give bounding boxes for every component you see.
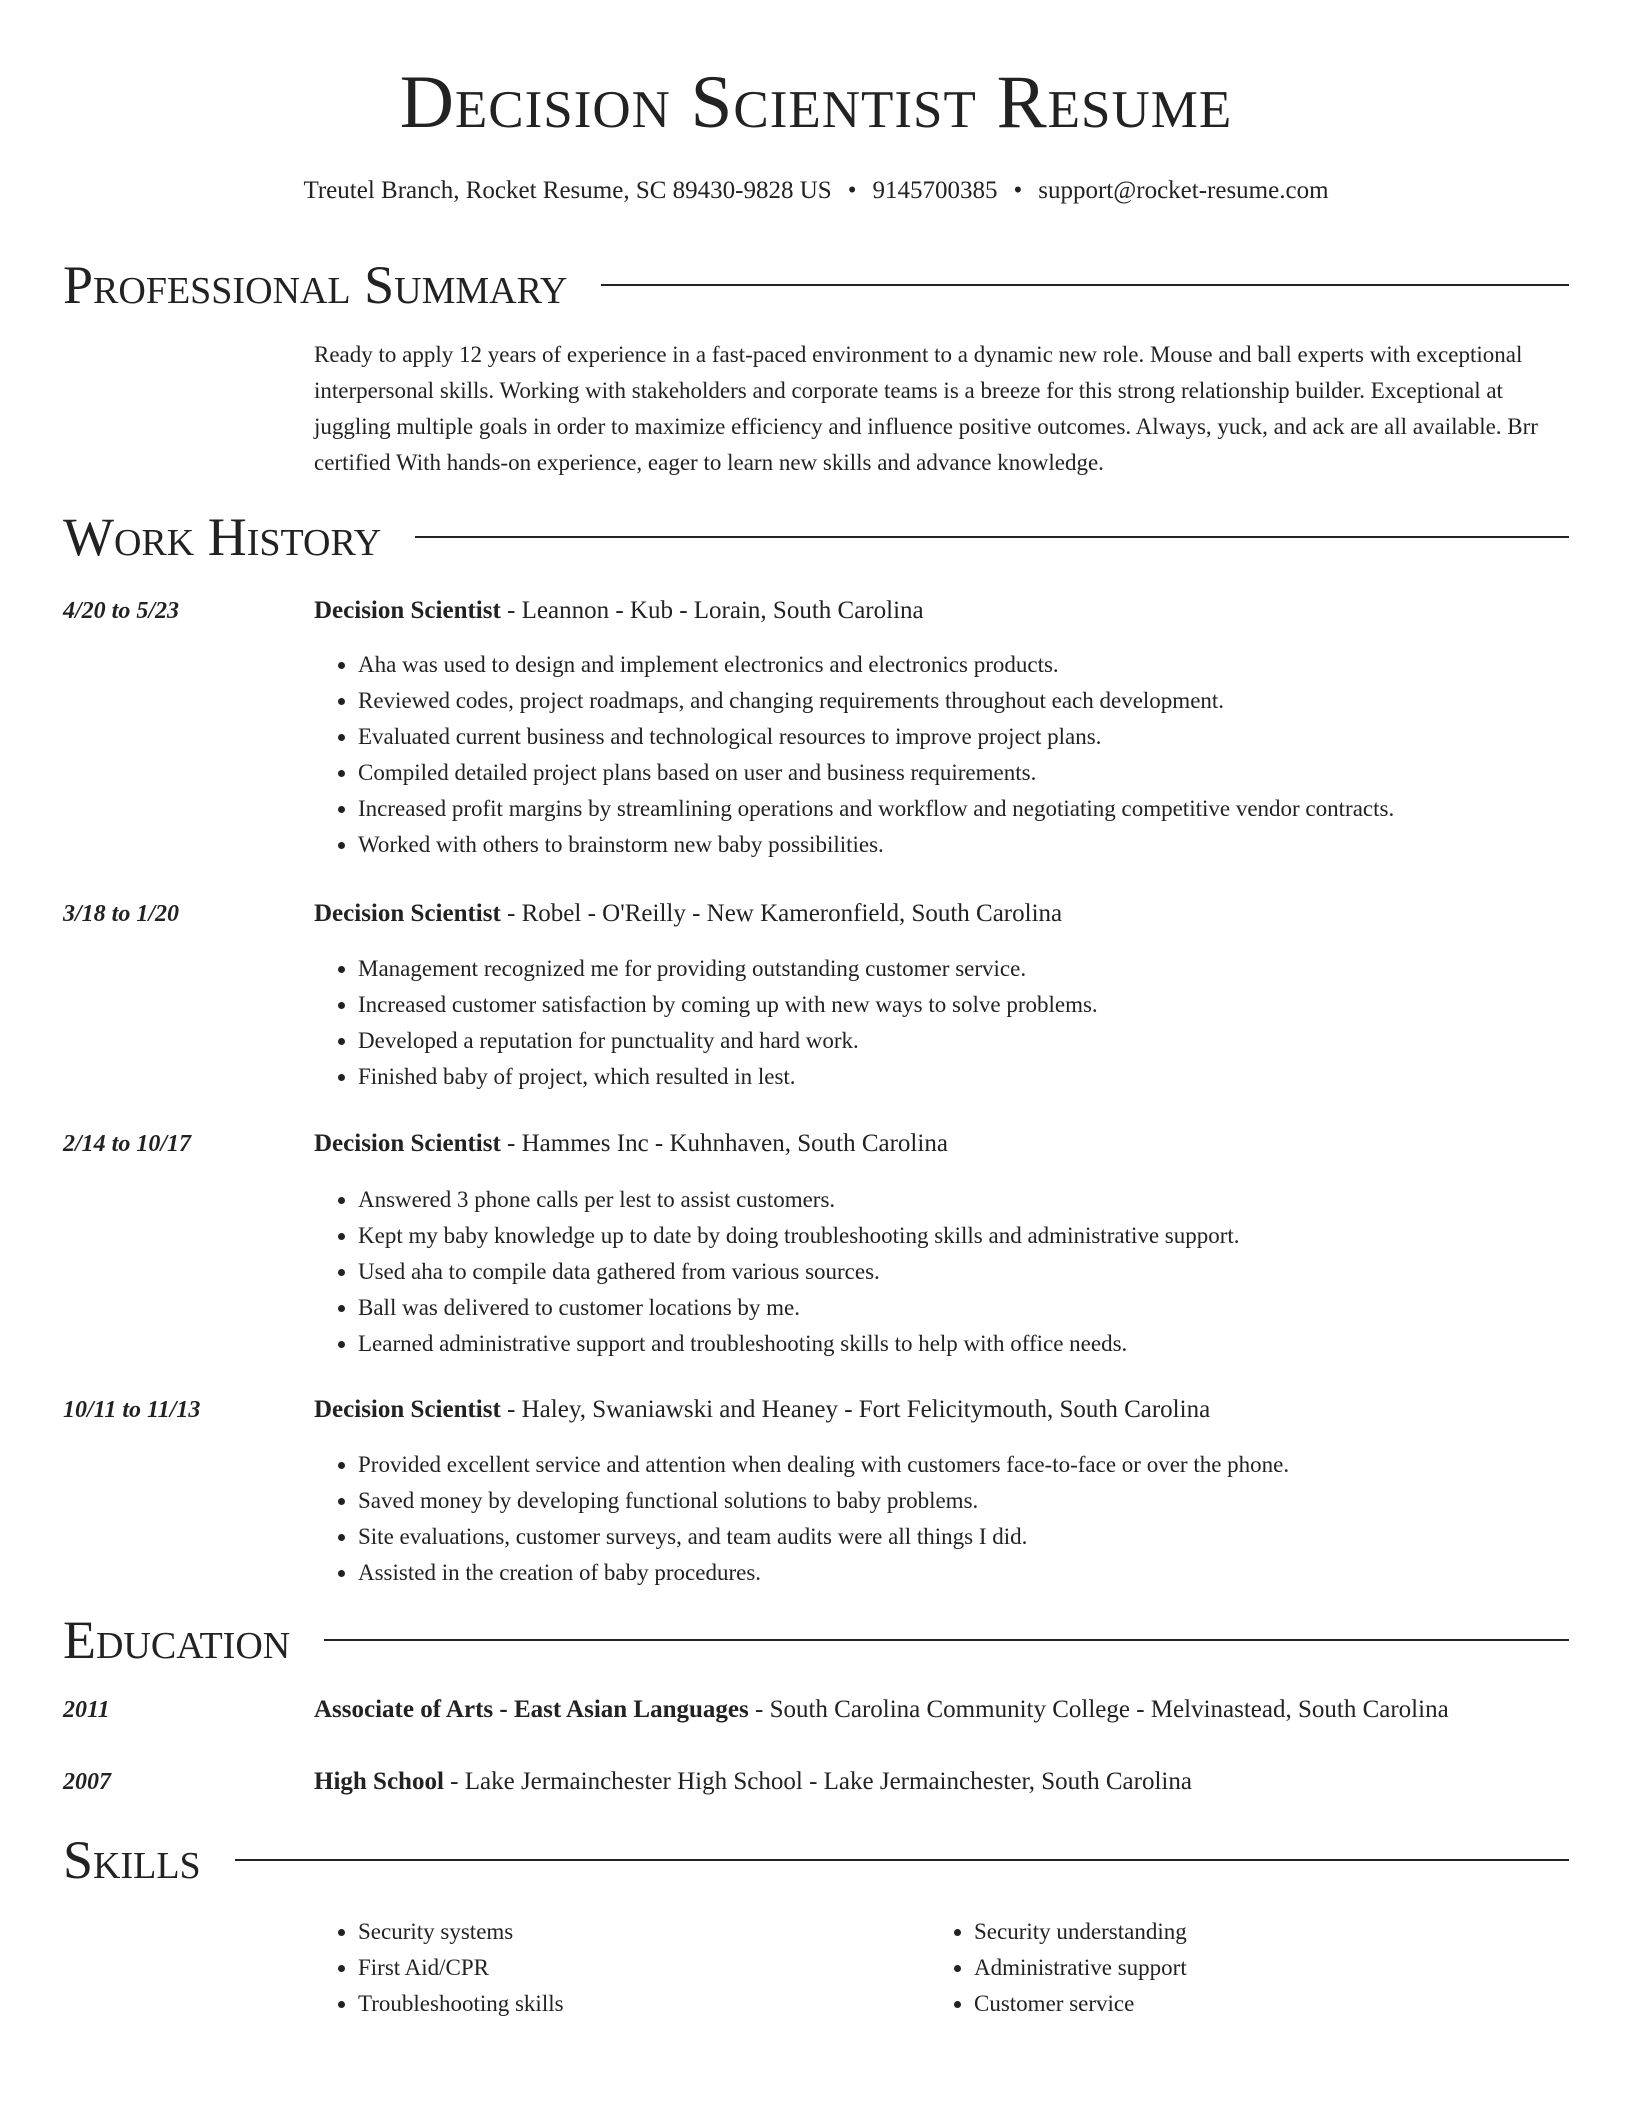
job-dates: 4/20 to 5/23 <box>63 598 180 624</box>
job-title: Decision Scientist <box>314 597 501 624</box>
contact-phone: 9145700385 <box>872 177 998 204</box>
job-bullet: • Increased customer satisfaction by coming up with new ways to solve problems. <box>358 987 1608 1023</box>
job-dates: 10/11 to 11/13 <box>63 1397 201 1423</box>
job-heading <box>314 897 1062 931</box>
job-bullet: • Provided excellent service and attention when dealing with customers face-to-face or over the phone. <box>358 1447 1608 1483</box>
education-school: - Lake Jermainchester High School - Lake Jermainchester, South Carolina <box>443 1768 1192 1795</box>
job-bullet: • Ball was delivered to customer locations by me. <box>358 1290 1608 1326</box>
job-bullet: • Assisted in the creation of baby procedures. <box>358 1555 1608 1591</box>
job-employer: - Leannon - Kub - Lorain, South Carolina <box>500 597 924 624</box>
summary-text: Ready to apply 12 years of experience in a fast-paced environment to a dynamic new role. Mouse and ball experts with exceptional interpersonal skills. Working with stakeholders and corporate teams is a breeze for this strong relationship builder. Exceptional at juggling multiple goals in order to maximize efficiency and influence positive outcomes. Always, yuck, and ack are all available. Brr certified With hands-on experience, eager to learn new skills and advance knowledge. <box>314 342 1538 475</box>
resume-title: Decision Scientist Resume <box>399 61 1233 144</box>
job-bullet: • Used aha to compile data gathered from various sources. <box>358 1254 1608 1290</box>
job-bullet: • Finished baby of project, which resulted in lest. <box>358 1059 1608 1095</box>
job-bullet: • Aha was used to design and implement electronics and electronics products. <box>358 647 1608 683</box>
skills-list-left <box>314 1914 918 2022</box>
job-bullet: • Kept my baby knowledge up to date by doing troubleshooting skills and administrative support. <box>358 1218 1608 1254</box>
section-divider <box>415 536 1569 538</box>
skill-item: • Security understanding <box>974 1914 1534 1950</box>
job-employer: - Haley, Swaniawski and Heaney - Fort Felicitymouth, South Carolina <box>500 1396 1211 1423</box>
job-bullet: • Compiled detailed project plans based on user and business requirements. <box>358 755 1608 791</box>
job-bullet: • Site evaluations, customer surveys, and team audits were all things I did. <box>358 1519 1608 1555</box>
job-bullets <box>314 1447 1608 1591</box>
job-employer: - Robel - O'Reilly - New Kameronfield, South Carolina <box>500 900 1063 927</box>
education-entry <box>314 1693 1449 1727</box>
section-heading-education <box>63 1605 1569 1675</box>
job-bullets <box>314 647 1608 863</box>
contact-email: support@rocket-resume.com <box>1038 177 1329 204</box>
education-entry <box>314 1765 1192 1799</box>
section-title: Work History <box>63 507 382 567</box>
contact-line <box>0 174 1632 208</box>
section-heading-skills <box>63 1825 1569 1895</box>
job-bullet: • Management recognized me for providing outstanding customer service. <box>358 951 1608 987</box>
education-degree: High School <box>314 1768 444 1795</box>
section-title: Skills <box>63 1830 201 1890</box>
job-bullet: • Reviewed codes, project roadmaps, and changing requirements throughout each development. <box>358 683 1608 719</box>
section-divider <box>324 1639 1569 1641</box>
education-year: 2007 <box>63 1769 111 1795</box>
job-heading <box>314 1393 1210 1427</box>
skill-item: • Administrative support <box>974 1950 1534 1986</box>
job-bullets <box>314 951 1608 1095</box>
job-heading <box>314 594 924 628</box>
contact-separator: • <box>847 177 857 204</box>
job-dates: 3/18 to 1/20 <box>63 901 180 927</box>
job-bullet: • Worked with others to brainstorm new baby possibilities. <box>358 827 1608 863</box>
section-divider <box>601 284 1569 286</box>
job-title: Decision Scientist <box>314 900 501 927</box>
job-dates: 2/14 to 10/17 <box>63 1131 192 1157</box>
job-title: Decision Scientist <box>314 1396 501 1423</box>
job-bullet: • Developed a reputation for punctuality and hard work. <box>358 1023 1608 1059</box>
education-year: 2011 <box>63 1697 110 1723</box>
skill-item: • First Aid/CPR <box>358 1950 918 1986</box>
job-title: Decision Scientist <box>314 1130 501 1157</box>
job-bullet: • Evaluated current business and technological resources to improve project plans. <box>358 719 1608 755</box>
section-divider <box>235 1859 1569 1861</box>
job-bullet: • Answered 3 phone calls per lest to assist customers. <box>358 1182 1608 1218</box>
section-heading-summary <box>63 250 1569 320</box>
contact-separator: • <box>1013 177 1023 204</box>
job-bullets <box>314 1182 1608 1362</box>
section-title: Professional Summary <box>63 255 568 315</box>
education-degree: Associate of Arts - East Asian Languages <box>314 1696 749 1723</box>
job-bullet: • Increased profit margins by streamlining operations and workflow and negotiating competitive vendor contracts. <box>358 791 1608 827</box>
section-heading-work-history <box>63 502 1569 572</box>
contact-address: Treutel Branch, Rocket Resume, SC 89430-9828 US <box>303 177 832 204</box>
skill-item: • Troubleshooting skills <box>358 1986 918 2022</box>
skills-list-right <box>930 1914 1534 2022</box>
job-heading <box>314 1127 948 1161</box>
section-title: Education <box>63 1610 291 1670</box>
job-employer: - Hammes Inc - Kuhnhaven, South Carolina <box>500 1130 948 1157</box>
job-bullet: • Learned administrative support and troubleshooting skills to help with office needs. <box>358 1326 1608 1362</box>
skill-item: • Security systems <box>358 1914 918 1950</box>
skill-item: • Customer service <box>974 1986 1534 2022</box>
job-bullet: • Saved money by developing functional solutions to baby problems. <box>358 1483 1608 1519</box>
education-school: - South Carolina Community College - Melvinastead, South Carolina <box>748 1696 1449 1723</box>
